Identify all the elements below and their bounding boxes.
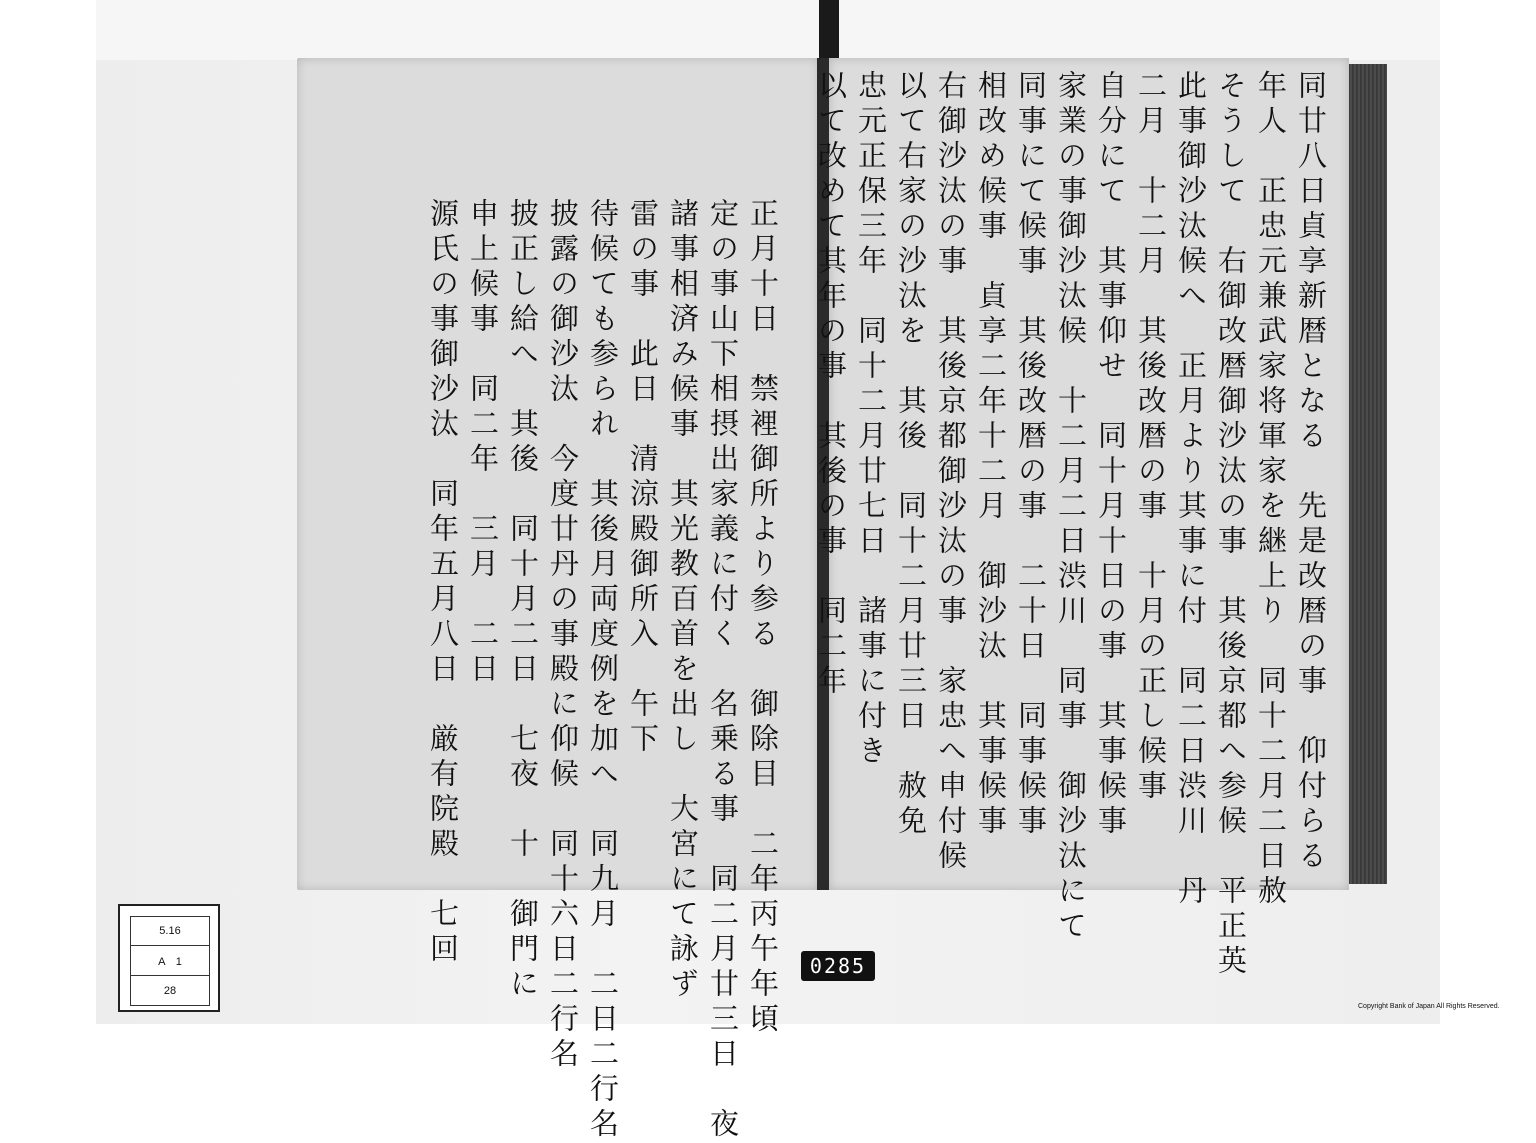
right-page-text: 同廿八日貞享新暦となる 先是改暦の事 仰付らる 年人 正忠元兼武家将軍家を継上り 同十二月二日赦 そうして 右御改暦御沙汰の事 其後京都へ参候 此事御沙汰候へ 正月より其事に付 同二日渋川 二月 十二月 其後改暦の事 十月の正し候事 自分にて 其事仰せ 同十月十日の事 其事候事 家業の事御沙汰候 十二月二日渋川 同事 御沙汰にて 同事にて候事 其後改暦の事 二十日 同事候事 相改め候事 貞享二年十二月 御沙汰 其事候事 右御沙汰の事 其後京都御沙汰の事 家忠へ申付候 以て右家の沙汰を 其後 同十二月廿三日 赦免 忠元正保三年 同十二月廿七日 諸事に付き 以て改めて其年の事 其後の事 同二年 [814, 70, 1328, 945]
catalog-line-3: 28 [130, 976, 210, 1006]
frame-number: 0285 [801, 951, 875, 981]
left-page [297, 58, 819, 1143]
catalog-line-2: A 1 [130, 946, 210, 976]
page-edges [1349, 64, 1387, 884]
left-page-text: 正月十日 禁裡御所より参る 御除目 定の事山下相摂出家義に付く 名乗る事 夜 諸事相済み候事 其光教百首を出し 雷の事 此日 清涼殿御所入 午下 待候ても参られ 其後月両度例を加へ 同九月 二日二行名 披露の御沙汰 今度廿丹の事殿に仰候 披正し給へ 其後 同十月二日 七夜 十 申上候事 同二年 三月 二日 源氏の事御沙汰 同年五月八日 厳有院殿 [426, 198, 780, 1143]
catalog-line-1: 5.16 [130, 916, 210, 946]
scan-top-left [96, 0, 819, 60]
spine-marker [819, 0, 839, 60]
right-page [814, 58, 1349, 945]
copyright-notice: Copyright Bank of Japan All Rights Reserved. [1358, 1003, 1500, 1010]
scan-top-right [839, 0, 1440, 60]
catalog-card [118, 904, 220, 1012]
